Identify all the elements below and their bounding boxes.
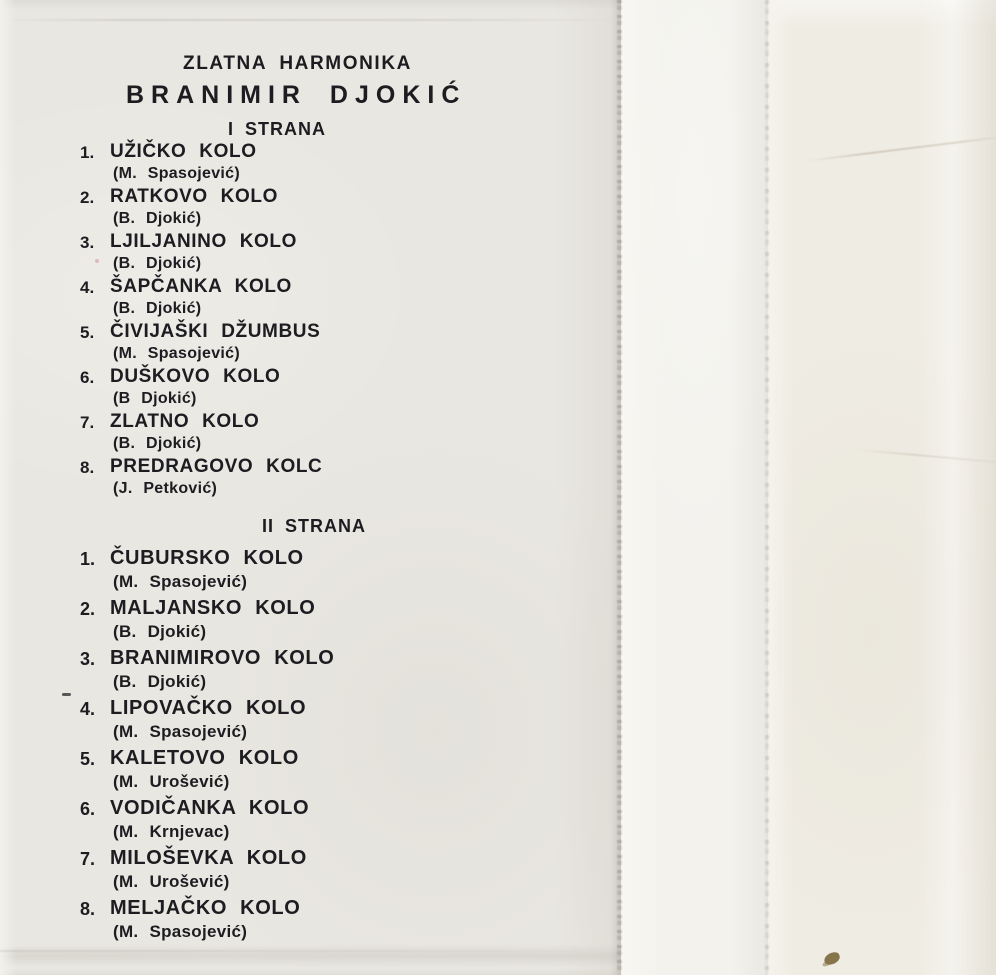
track-title: ŠAPČANKA KOLO — [110, 276, 292, 297]
track-number: 8. — [80, 899, 96, 919]
track-title: BRANIMIROVO KOLO — [110, 647, 335, 669]
track-title: MILOŠEVKA KOLO — [110, 847, 307, 869]
track-number: 2. — [80, 188, 95, 207]
track-number: 6. — [80, 368, 95, 387]
track-row — [80, 186, 610, 230]
track-row — [80, 746, 610, 794]
crease-top — [0, 19, 620, 21]
track-title: MALJANSKO KOLO — [110, 597, 316, 619]
track-title: UŽIČKO KOLO — [110, 141, 257, 162]
track-number: 7. — [80, 413, 95, 432]
track-row — [80, 896, 610, 944]
stray-ink-dash — [62, 693, 71, 696]
track-composer: (B. Djokić) — [113, 255, 202, 272]
track-title: MELJAČKO KOLO — [110, 897, 301, 919]
track-number: 8. — [80, 458, 95, 477]
track-composer: (B. Djokić) — [113, 210, 202, 227]
track-composer: (B. Djokić) — [113, 622, 207, 641]
track-title: KALETOVO KOLO — [110, 747, 299, 769]
track-composer: (M. Spasojević) — [113, 165, 240, 182]
track-title: PREDRAGOVO KOLC — [110, 456, 323, 477]
track-number: 5. — [80, 323, 95, 342]
track-row — [80, 276, 610, 320]
side-1-track-list — [80, 141, 610, 501]
side-2-heading: II STRANA — [262, 516, 366, 536]
track-number: 6. — [80, 799, 96, 819]
track-row — [80, 321, 610, 365]
track-number: 3. — [80, 649, 96, 669]
fold-line-left — [617, 0, 622, 975]
track-row — [80, 546, 610, 594]
track-title: LIPOVAČKO KOLO — [110, 697, 307, 719]
back-flap-paper — [768, 0, 996, 975]
track-composer: (M. Spasojević) — [113, 722, 248, 741]
track-number: 1. — [80, 143, 95, 162]
track-row — [80, 596, 610, 644]
track-number: 4. — [80, 278, 95, 297]
track-title: ČUBURSKO KOLO — [110, 547, 304, 569]
track-row — [80, 231, 610, 275]
track-number: 3. — [80, 233, 95, 252]
track-row — [80, 456, 610, 500]
track-composer: (M. Urošević) — [113, 772, 230, 791]
track-row — [80, 696, 610, 744]
track-title: ZLATNO KOLO — [110, 411, 260, 432]
crease-bottom — [0, 950, 600, 952]
track-row — [80, 366, 610, 410]
side-2-track-list — [80, 546, 610, 946]
track-title: LJILJANINO KOLO — [110, 231, 298, 252]
track-composer: (M. Krnjevac) — [113, 822, 230, 841]
track-composer: (B. Djokić) — [113, 672, 207, 691]
track-row — [80, 796, 610, 844]
track-title: VODIČANKA KOLO — [110, 797, 310, 819]
side-1-heading: I STRANA — [228, 119, 326, 139]
track-composer: (M. Spasojević) — [113, 345, 240, 362]
spine-fold-strip-paper — [621, 0, 768, 975]
track-composer: (B. Djokić) — [113, 435, 202, 452]
track-composer: (M. Urošević) — [113, 872, 230, 891]
track-number: 5. — [80, 749, 96, 769]
track-number: 2. — [80, 599, 96, 619]
track-composer: (M. Spasojević) — [113, 572, 248, 591]
track-composer: (J. Petković) — [113, 480, 218, 497]
artist-name: BRANIMIR DJOKIĆ — [126, 81, 467, 109]
track-row — [80, 646, 610, 694]
track-composer: (B Djokić) — [113, 390, 197, 407]
track-title: DUŠKOVO KOLO — [110, 366, 281, 387]
track-number: 1. — [80, 549, 96, 569]
track-composer: (M. Spasojević) — [113, 922, 248, 941]
track-number: 7. — [80, 849, 96, 869]
track-row — [80, 846, 610, 894]
track-number: 4. — [80, 699, 96, 719]
album-title: ZLATNA HARMONIKA — [183, 53, 412, 74]
track-title: ČIVIJAŠKI DŽUMBUS — [110, 321, 321, 342]
track-row — [80, 141, 610, 185]
fold-line-right — [765, 0, 769, 975]
track-title: RATKOVO KOLO — [110, 186, 278, 207]
track-composer: (B. Djokić) — [113, 300, 202, 317]
track-row — [80, 411, 610, 455]
